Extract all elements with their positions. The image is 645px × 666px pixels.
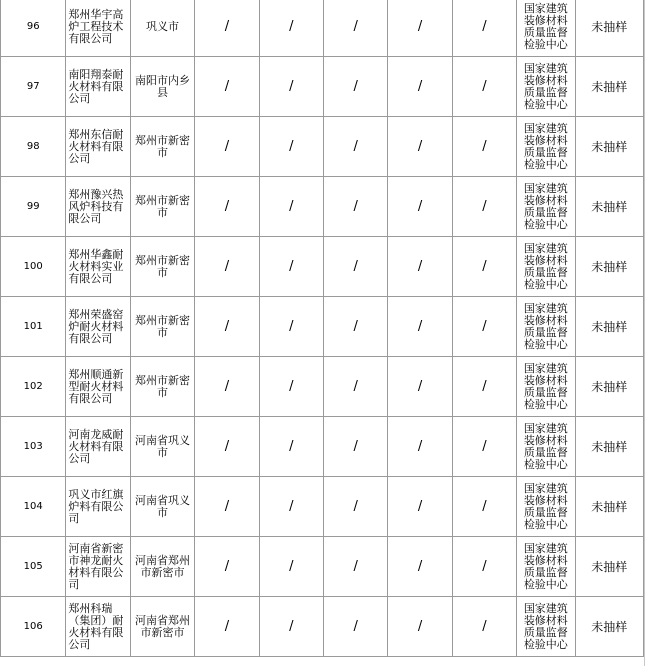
empty-cell-3[interactable]: /	[323, 57, 387, 117]
status-cell[interactable]: 未抽样	[575, 597, 644, 657]
status-cell[interactable]: 未抽样	[575, 297, 644, 357]
empty-cell-2[interactable]: /	[259, 0, 323, 57]
agency-text: 国家建筑装修材料质量监督检验中心	[523, 301, 568, 351]
agency-text: 国家建筑装修材料质量监督检验中心	[523, 541, 568, 591]
empty-cell-2[interactable]: /	[259, 177, 323, 237]
location-text: 郑州市新密市	[134, 193, 190, 219]
empty-cell-4[interactable]: /	[388, 417, 452, 477]
company-cell[interactable]	[66, 477, 130, 537]
status-cell[interactable]: 未抽样	[575, 477, 644, 537]
empty-cell-1[interactable]: /	[195, 0, 259, 57]
location-cell[interactable]	[130, 417, 194, 477]
location-cell[interactable]	[130, 237, 194, 297]
location-cell[interactable]	[130, 477, 194, 537]
empty-cell-1[interactable]: /	[195, 357, 259, 417]
row-number-cell[interactable]: 100	[1, 237, 66, 297]
status-cell[interactable]: 未抽样	[575, 117, 644, 177]
empty-cell-1[interactable]: /	[195, 417, 259, 477]
empty-cell-1[interactable]: /	[195, 177, 259, 237]
company-cell[interactable]	[66, 177, 130, 237]
row-number-cell[interactable]: 99	[1, 177, 66, 237]
table-row	[1, 57, 644, 117]
row-number-cell[interactable]: 103	[1, 417, 66, 477]
empty-cell-4[interactable]: /	[388, 57, 452, 117]
empty-cell-5[interactable]: /	[452, 57, 516, 117]
empty-cell-4[interactable]: /	[388, 177, 452, 237]
agency-cell[interactable]	[517, 57, 575, 117]
company-name: 河南省新密市神龙耐火材料有限公司	[68, 541, 124, 591]
location-text: 河南省巩义市	[134, 493, 190, 519]
empty-cell-2[interactable]: /	[259, 417, 323, 477]
empty-cell-1[interactable]: /	[195, 237, 259, 297]
company-name: 郑州豫兴热风炉科技有限公司	[68, 187, 124, 225]
table-row	[1, 597, 644, 657]
location-text: 河南省巩义市	[134, 433, 190, 459]
row-number-cell[interactable]: 97	[1, 57, 66, 117]
location-text: 河南省郑州市新密市	[134, 613, 190, 639]
empty-cell-3[interactable]: /	[323, 117, 387, 177]
empty-cell-2[interactable]: /	[259, 597, 323, 657]
empty-cell-5[interactable]: /	[452, 237, 516, 297]
empty-cell-3[interactable]: /	[323, 0, 387, 57]
table-row	[1, 177, 644, 237]
agency-cell[interactable]	[517, 597, 575, 657]
table-row	[1, 117, 644, 177]
empty-cell-3[interactable]: /	[323, 477, 387, 537]
empty-cell-4[interactable]: /	[388, 477, 452, 537]
company-name: 郑州荣盛窑炉耐火材料有限公司	[68, 307, 124, 345]
location-cell[interactable]	[130, 597, 194, 657]
empty-cell-5[interactable]: /	[452, 597, 516, 657]
row-number-cell[interactable]: 102	[1, 357, 66, 417]
location-cell[interactable]	[130, 297, 194, 357]
row-number-cell[interactable]: 105	[1, 537, 66, 597]
empty-cell-2[interactable]: /	[259, 57, 323, 117]
company-cell[interactable]	[66, 597, 130, 657]
status-cell[interactable]: 未抽样	[575, 357, 644, 417]
company-cell[interactable]	[66, 297, 130, 357]
empty-cell-3[interactable]: /	[323, 237, 387, 297]
empty-cell-5[interactable]: /	[452, 0, 516, 57]
agency-text: 国家建筑装修材料质量监督检验中心	[523, 241, 568, 291]
empty-cell-3[interactable]: /	[323, 417, 387, 477]
company-name: 巩义市红旗炉料有限公司	[68, 487, 124, 525]
agency-text: 国家建筑装修材料质量监督检验中心	[523, 1, 568, 51]
row-number-cell[interactable]: 101	[1, 297, 66, 357]
status-cell[interactable]: 未抽样	[575, 537, 644, 597]
empty-cell-3[interactable]: /	[323, 177, 387, 237]
empty-cell-3[interactable]: /	[323, 537, 387, 597]
empty-cell-2[interactable]: /	[259, 357, 323, 417]
company-name: 河南龙威耐火材料有限公司	[68, 427, 124, 465]
empty-cell-5[interactable]: /	[452, 477, 516, 537]
agency-cell[interactable]	[517, 297, 575, 357]
table-row	[1, 0, 644, 57]
empty-cell-5[interactable]: /	[452, 297, 516, 357]
company-name: 郑州华鑫耐火材料实业有限公司	[68, 247, 124, 285]
empty-cell-4[interactable]: /	[388, 117, 452, 177]
location-cell[interactable]	[130, 177, 194, 237]
company-cell[interactable]	[66, 357, 130, 417]
agency-text: 国家建筑装修材料质量监督检验中心	[523, 601, 568, 651]
empty-cell-3[interactable]: /	[323, 597, 387, 657]
company-cell[interactable]	[66, 117, 130, 177]
company-name: 郑州东信耐火材料有限公司	[68, 127, 124, 165]
company-cell[interactable]	[66, 237, 130, 297]
agency-text: 国家建筑装修材料质量监督检验中心	[523, 61, 568, 111]
empty-cell-2[interactable]: /	[259, 297, 323, 357]
empty-cell-1[interactable]: /	[195, 537, 259, 597]
table-row	[1, 417, 644, 477]
empty-cell-1[interactable]: /	[195, 57, 259, 117]
empty-cell-5[interactable]: /	[452, 417, 516, 477]
empty-cell-1[interactable]: /	[195, 297, 259, 357]
status-cell[interactable]: 未抽样	[575, 0, 644, 57]
agency-text: 国家建筑装修材料质量监督检验中心	[523, 421, 568, 471]
empty-cell-2[interactable]: /	[259, 537, 323, 597]
empty-cell-2[interactable]: /	[259, 117, 323, 177]
row-number-cell[interactable]: 96	[1, 0, 66, 57]
empty-cell-5[interactable]: /	[452, 537, 516, 597]
agency-cell[interactable]	[517, 357, 575, 417]
table-row	[1, 477, 644, 537]
empty-cell-5[interactable]: /	[452, 177, 516, 237]
empty-cell-5[interactable]: /	[452, 117, 516, 177]
agency-cell[interactable]	[517, 537, 575, 597]
company-name: 郑州科瑞（集团）耐火材料有限公司	[68, 601, 124, 651]
empty-cell-3[interactable]: /	[323, 357, 387, 417]
agency-cell[interactable]	[517, 417, 575, 477]
agency-text: 国家建筑装修材料质量监督检验中心	[523, 481, 568, 531]
location-text: 郑州市新密市	[134, 253, 190, 279]
table-body	[1, 0, 644, 657]
table-row	[1, 357, 644, 417]
agency-text: 国家建筑装修材料质量监督检验中心	[523, 121, 568, 171]
location-text: 河南省郑州市新密市	[134, 553, 190, 579]
empty-cell-5[interactable]: /	[452, 357, 516, 417]
location-text: 巩义市	[145, 19, 179, 33]
location-text: 郑州市新密市	[134, 373, 190, 399]
status-cell[interactable]: 未抽样	[575, 57, 644, 117]
agency-text: 国家建筑装修材料质量监督检验中心	[523, 361, 568, 411]
agency-cell[interactable]	[517, 117, 575, 177]
agency-cell[interactable]	[517, 177, 575, 237]
company-name: 南阳翔泰耐火材料有限公司	[68, 67, 124, 105]
row-number-cell[interactable]: 106	[1, 597, 66, 657]
empty-cell-2[interactable]: /	[259, 477, 323, 537]
location-cell[interactable]	[130, 357, 194, 417]
location-cell[interactable]	[130, 537, 194, 597]
location-cell[interactable]	[130, 57, 194, 117]
company-cell[interactable]	[66, 537, 130, 597]
table-row	[1, 297, 644, 357]
status-cell[interactable]: 未抽样	[575, 417, 644, 477]
company-cell[interactable]	[66, 0, 130, 57]
agency-text: 国家建筑装修材料质量监督检验中心	[523, 181, 568, 231]
empty-cell-1[interactable]: /	[195, 117, 259, 177]
location-text: 郑州市新密市	[134, 313, 190, 339]
location-cell[interactable]	[130, 0, 194, 57]
company-name: 郑州华宇高炉工程技术有限公司	[68, 7, 124, 45]
company-name: 郑州顺通新型耐火材料有限公司	[68, 367, 124, 405]
empty-cell-4[interactable]: /	[388, 0, 452, 57]
empty-cell-2[interactable]: /	[259, 237, 323, 297]
location-text: 南阳市内乡县	[134, 73, 190, 99]
company-cell[interactable]	[66, 417, 130, 477]
empty-cell-1[interactable]: /	[195, 477, 259, 537]
status-cell[interactable]: 未抽样	[575, 237, 644, 297]
empty-cell-4[interactable]: /	[388, 237, 452, 297]
empty-cell-1[interactable]: /	[195, 597, 259, 657]
agency-cell[interactable]	[517, 477, 575, 537]
location-text: 郑州市新密市	[134, 133, 190, 159]
empty-cell-3[interactable]: /	[323, 297, 387, 357]
agency-cell[interactable]	[517, 237, 575, 297]
agency-cell[interactable]	[517, 0, 575, 57]
empty-cell-4[interactable]: /	[388, 597, 452, 657]
empty-cell-4[interactable]: /	[388, 357, 452, 417]
status-cell[interactable]: 未抽样	[575, 177, 644, 237]
table-row	[1, 237, 644, 297]
row-number-cell[interactable]: 104	[1, 477, 66, 537]
empty-cell-4[interactable]: /	[388, 537, 452, 597]
row-number-cell[interactable]: 98	[1, 117, 66, 177]
empty-cell-4[interactable]: /	[388, 297, 452, 357]
table-row	[1, 537, 644, 597]
location-cell[interactable]	[130, 117, 194, 177]
company-cell[interactable]	[66, 57, 130, 117]
